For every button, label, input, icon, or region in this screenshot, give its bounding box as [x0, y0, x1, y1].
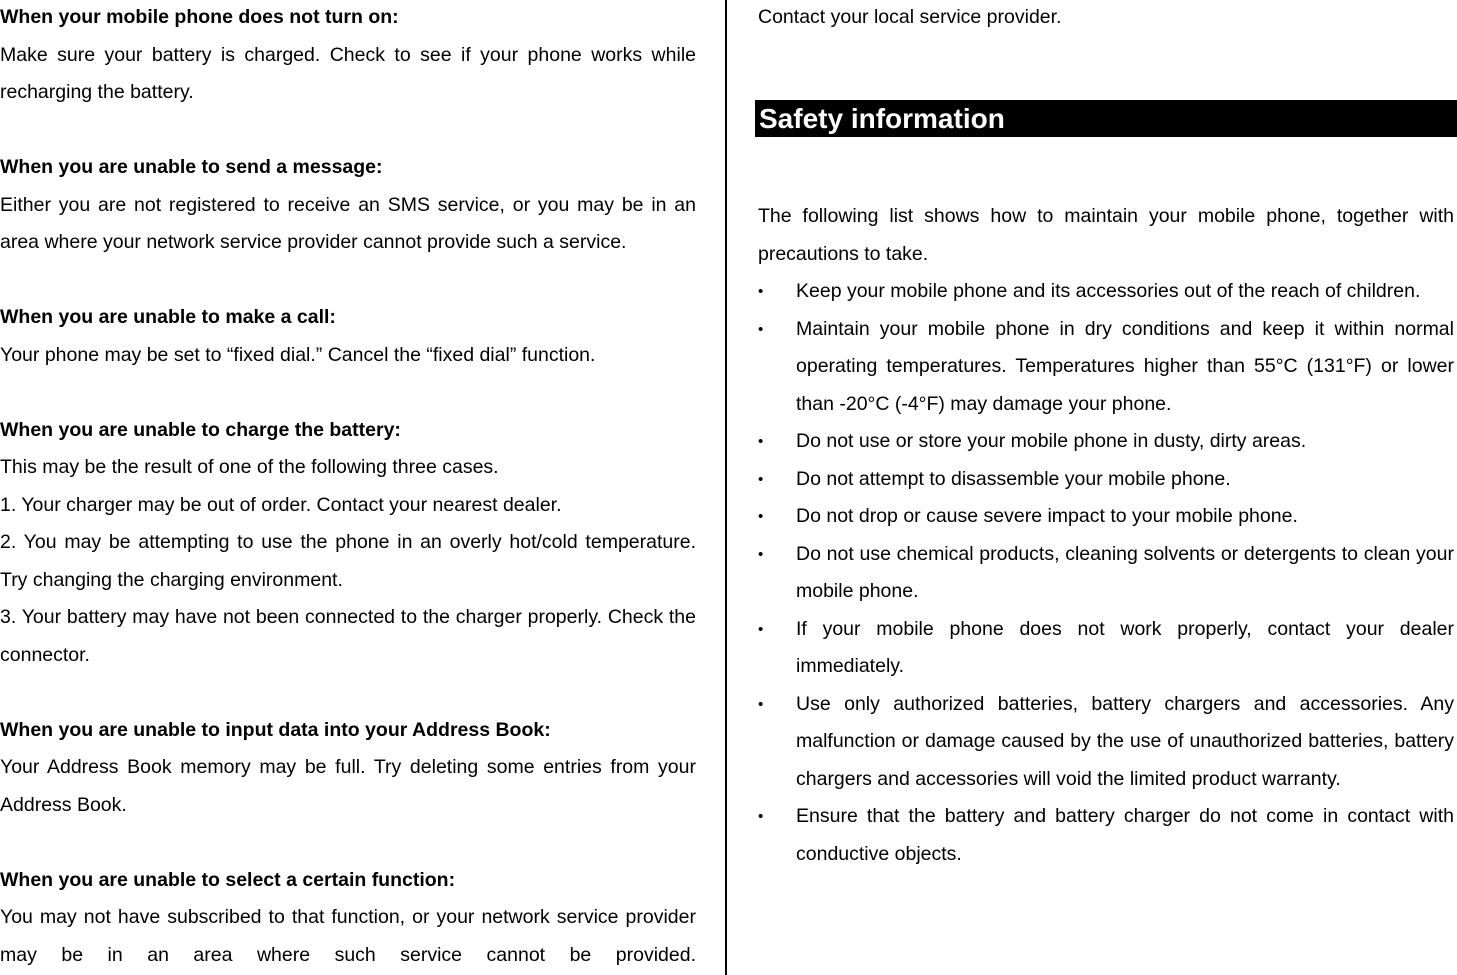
section-text: 1. Your charger may be out of order. Contact your nearest dealer.: [0, 493, 562, 516]
list-item: [758, 498, 1454, 536]
list-item: [758, 311, 1454, 424]
list-item-text: Do not drop or cause severe impact to your mobile phone.: [796, 505, 1298, 527]
bullet-icon: •: [758, 808, 764, 825]
bullet-icon: •: [758, 620, 764, 638]
list-item-text: If your mobile phone does not work properly, contact your dealer immediately.: [796, 617, 1454, 677]
bullet-icon: •: [758, 283, 764, 300]
section-heading: When you are unable to send a message:: [0, 156, 383, 178]
section-text: You may not have subscribed to that function, or your network service provider may be in an area where such service cannot be provided.: [0, 906, 696, 966]
safety-list: [758, 273, 1454, 873]
section-heading: When you are unable to select a certain function:: [0, 868, 456, 891]
section-text: Your phone may be set to “fixed dial.” Cancel the “fixed dial” function.: [0, 343, 596, 366]
list-item-text: Do not use or store your mobile phone in dusty, dirty areas.: [796, 430, 1307, 452]
list-item: [758, 273, 1454, 311]
section-text: Make sure your battery is charged. Check to see if your phone works while recharging the battery.: [0, 43, 696, 103]
service-provider-line: Contact your local service provider.: [758, 6, 1062, 28]
safety-information-title: Safety information: [755, 100, 1457, 137]
section-text: Your Address Book memory may be full. Try deleting some entries from your Address Book.: [0, 756, 696, 816]
section-heading: When you are unable to charge the battery:: [0, 418, 401, 441]
bullet-icon: •: [758, 320, 764, 338]
list-item: [758, 461, 1454, 499]
section-text: 2. You may be attempting to use the phone in an overly hot/cold temperature. Try changing the charging environment.: [0, 531, 696, 591]
list-item: [758, 686, 1454, 799]
section-text: This may be the result of one of the following three cases.: [0, 456, 499, 478]
troubleshooting-column: [0, 0, 696, 974]
safety-intro: The following list shows how to maintain your mobile phone, together with precautions to take.: [758, 205, 1454, 265]
section-heading: When you are unable to make a call:: [0, 306, 336, 328]
list-item-text: Ensure that the battery and battery charger do not come in contact with conductive objects.: [796, 805, 1454, 865]
safety-column: [758, 198, 1454, 873]
column-divider: [725, 0, 727, 975]
bullet-icon: •: [758, 695, 764, 713]
bullet-icon: •: [758, 545, 764, 563]
list-item-text: Do not use chemical products, cleaning solvents or detergents to clean your mobile phone.: [796, 542, 1454, 602]
section-text: Either you are not registered to receive an SMS service, or you may be in an area where your network service provider cannot provide such a service.: [0, 193, 696, 253]
list-item-text: Do not attempt to disassemble your mobile phone.: [796, 467, 1231, 490]
list-item: [758, 611, 1454, 686]
list-item-text: Maintain your mobile phone in dry conditions and keep it within normal operating temperatures. Temperatures higher than 55°C (131°F) or lower than -20°C (-4°F) may damage your phone.: [796, 317, 1454, 415]
list-item: [758, 423, 1454, 461]
list-item: [758, 798, 1454, 873]
bullet-icon: •: [758, 433, 764, 450]
list-item: [758, 536, 1454, 611]
section-heading: When your mobile phone does not turn on:: [0, 6, 399, 28]
bullet-icon: •: [758, 470, 764, 488]
section-text: 3. Your battery may have not been connected to the charger properly. Check the connector.: [0, 606, 696, 666]
bullet-icon: •: [758, 508, 764, 525]
service-note: [758, 0, 1454, 37]
list-item-text: Keep your mobile phone and its accessories out of the reach of children.: [796, 280, 1421, 302]
section-heading: When you are unable to input data into your Address Book:: [0, 718, 551, 741]
list-item-text: Use only authorized batteries, battery chargers and accessories. Any malfunction or damage caused by the use of unauthorized batteries, battery chargers and accessories will void the limited product warranty.: [796, 692, 1454, 790]
